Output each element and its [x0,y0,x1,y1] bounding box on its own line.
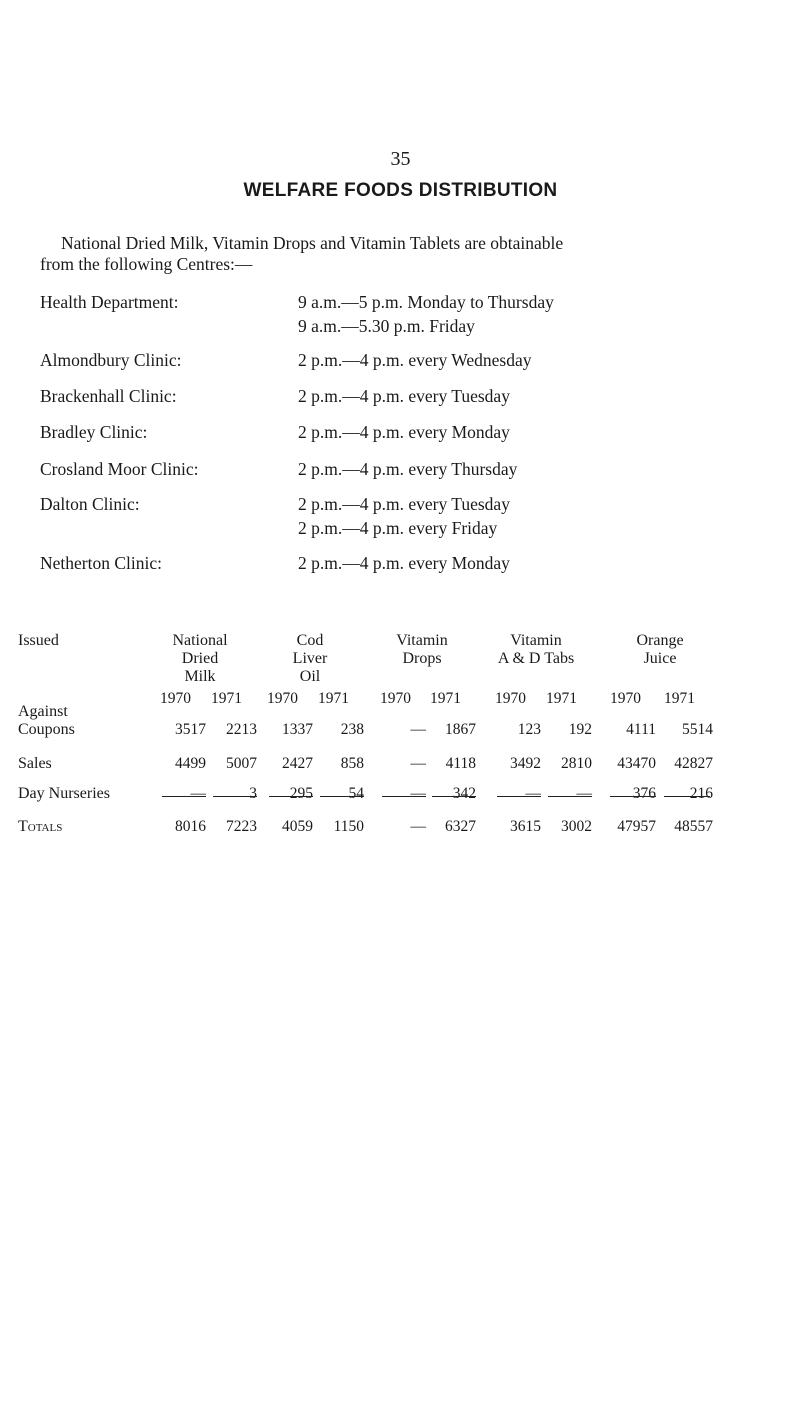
centre-hours: 2 p.m.—4 p.m. every Monday [298,553,510,573]
year-header: 1970 [160,690,191,707]
year-header: 1970 [610,690,641,707]
page-title: WELFARE FOODS DISTRIBUTION [243,180,558,201]
year-header: 1970 [267,690,298,707]
total-cell: 6327 [445,818,476,835]
total-cell: 8016 [175,818,206,835]
centre-hours: 2 p.m.—4 p.m. every Thursday [298,459,518,479]
centre-hours: 2 p.m.—4 p.m. every Tuesday [298,494,510,514]
total-cell: 7223 [226,818,257,835]
row-label: Sales [18,755,52,772]
table-cell: 1867 [445,721,476,738]
table-cell: 3492 [510,755,541,772]
row-label: Day Nurseries [18,785,110,802]
total-rule [382,796,426,797]
column-header: Vitamin A & D Tabs [497,632,575,667]
intro-line-1: National Dried Milk, Vitamin Drops and Vitamin Tablets are obtainable [61,233,564,253]
table-cell: 3517 [175,721,206,738]
year-header: 1971 [546,690,577,707]
table-cell: 42827 [674,755,713,772]
total-rule [548,796,592,797]
total-rule [269,796,313,797]
centre-hours: 2 p.m.—4 p.m. every Wednesday [298,350,532,370]
centre-name: Dalton Clinic: [40,494,140,514]
table-cell: 2213 [226,721,257,738]
table-cell: 4118 [445,755,476,772]
centre-hours: 9 a.m.—5.30 p.m. Friday [298,316,475,336]
table-cell: — [525,785,541,802]
table-cell: 4111 [626,721,656,738]
table-cell: 5514 [682,721,713,738]
table-cell: 238 [340,721,364,738]
table-cell: 2810 [561,755,592,772]
year-header: 1970 [495,690,526,707]
table-cell: 376 [632,785,656,802]
year-header: 1971 [318,690,349,707]
table-cell: 216 [689,785,713,802]
centre-name: Crosland Moor Clinic: [40,459,199,479]
table-cell: 1337 [282,721,313,738]
table-cell: 2427 [282,755,313,772]
total-rule [162,796,206,797]
column-header: Orange Juice [636,632,684,667]
row-label: Coupons [18,721,75,738]
table-cell: 3 [249,785,257,802]
year-header: 1971 [211,690,242,707]
total-cell: 47957 [617,818,656,835]
total-rule [610,796,656,797]
total-cell: 3002 [561,818,592,835]
centre-hours: 2 p.m.—4 p.m. every Monday [298,422,510,442]
centre-name: Health Department: [40,292,179,312]
column-header: Cod Liver Oil [292,632,328,685]
totals-label: Totals [18,818,63,835]
total-cell: 48557 [674,818,713,835]
page-number: 35 [390,148,411,170]
column-header: National Dried Milk [172,632,228,685]
year-header: 1970 [380,690,411,707]
centre-name: Bradley Clinic: [40,422,148,442]
total-cell: 1150 [333,818,364,835]
table-cell: 43470 [617,755,656,772]
centre-name: Brackenhall Clinic: [40,386,177,406]
table-cell: — [190,785,206,802]
total-rule [320,796,364,797]
total-cell: 4059 [282,818,313,835]
intro-line-2: from the following Centres:— [40,254,253,274]
table-cell: 4499 [175,755,206,772]
column-header: Vitamin Drops [396,632,448,667]
centre-hours: 2 p.m.—4 p.m. every Tuesday [298,386,510,406]
table-cell: — [410,785,426,802]
year-header: 1971 [664,690,695,707]
total-rule [664,796,710,797]
year-header: 1971 [430,690,461,707]
total-rule [497,796,541,797]
table-cell: 5007 [226,755,257,772]
total-rule [213,796,257,797]
table-cell: — [576,785,592,802]
issued-label: Issued [18,632,59,649]
centre-hours: 2 p.m.—4 p.m. every Friday [298,518,498,538]
table-cell: — [410,755,426,772]
total-cell: — [410,818,426,835]
table-cell: 192 [568,721,592,738]
row-label: Against [18,703,68,720]
centre-hours: 9 a.m.—5 p.m. Monday to Thursday [298,292,554,312]
total-rule [432,796,476,797]
table-cell: 295 [289,785,313,802]
centre-name: Almondbury Clinic: [40,350,182,370]
total-cell: 3615 [510,818,541,835]
table-cell: — [410,721,426,738]
table-cell: 858 [340,755,364,772]
centre-name: Netherton Clinic: [40,553,162,573]
table-cell: 123 [517,721,541,738]
table-cell: 342 [452,785,476,802]
table-cell: 54 [348,785,364,802]
